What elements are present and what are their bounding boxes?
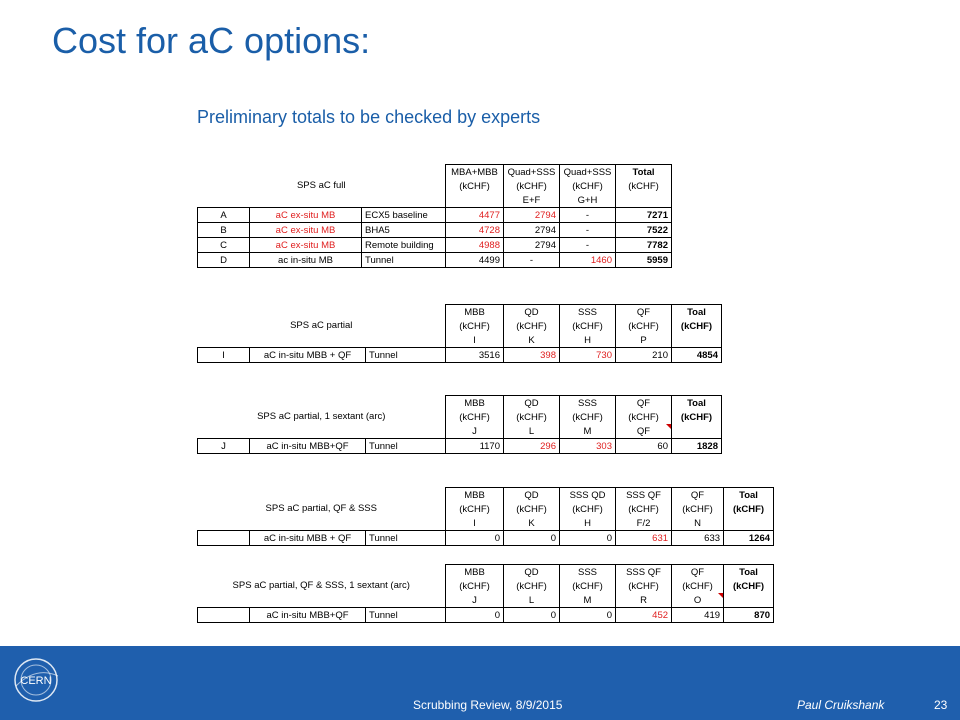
col-unit: (kCHF) [446, 410, 504, 424]
col-code: J [446, 593, 504, 608]
row-id: J [198, 439, 250, 454]
row-option: aC ex-situ MB [250, 208, 362, 223]
col-code [672, 424, 722, 439]
table-label: SPS aC partial, QF & SSS, 1 sextant (arc) [232, 580, 410, 592]
logo-text: CERN [20, 675, 52, 687]
table-sps-ac-full [197, 164, 672, 268]
col-unit: (kCHF) [446, 502, 504, 516]
row-location: Tunnel [362, 253, 446, 268]
row-location: Tunnel [366, 608, 446, 623]
col-unit: (kCHF) [504, 579, 560, 593]
col-code: L [504, 593, 560, 608]
table-row [198, 223, 672, 238]
row-location: Tunnel [366, 531, 446, 546]
col-code: L [504, 424, 560, 439]
col-unit: (kCHF) [504, 179, 560, 193]
col-code: N [672, 516, 724, 531]
table-row [198, 253, 672, 268]
cell-value: 398 [504, 348, 560, 363]
col-code [616, 193, 672, 208]
cell-total: 7782 [616, 238, 672, 253]
row-id [198, 608, 250, 623]
cell-value: 0 [504, 608, 560, 623]
col-code [724, 593, 774, 608]
col-header: Total [616, 165, 672, 180]
cell-value: 0 [560, 531, 616, 546]
row-id: A [198, 208, 250, 223]
row-option: aC ex-situ MB [250, 223, 362, 238]
cell-value: - [560, 238, 616, 253]
col-code: H [560, 516, 616, 531]
col-header: QD [504, 305, 560, 320]
row-option: aC ex-situ MB [250, 238, 362, 253]
col-header: Quad+SSS [560, 165, 616, 180]
col-code: F/2 [616, 516, 672, 531]
col-unit: (kCHF) [616, 502, 672, 516]
col-unit: (kCHF) [616, 410, 672, 424]
col-header: QD [504, 488, 560, 503]
col-unit: (kCHF) [560, 502, 616, 516]
col-header: Toal [724, 488, 774, 503]
col-code: M [560, 424, 616, 439]
col-unit: (kCHF) [724, 579, 774, 593]
col-unit: (kCHF) [672, 502, 724, 516]
footer-bar [0, 646, 960, 720]
col-code: M [560, 593, 616, 608]
cell-value: 0 [446, 608, 504, 623]
col-header: SSS [560, 305, 616, 320]
table-label: SPS aC full [296, 180, 346, 192]
col-code: I [446, 333, 504, 348]
col-header: SSS QF [616, 565, 672, 580]
cell-value: - [560, 223, 616, 238]
col-unit: (kCHF) [616, 579, 672, 593]
table-sps-ac-partial-qf-sss [197, 487, 774, 546]
col-unit: (kCHF) [560, 410, 616, 424]
cell-value: 4499 [446, 253, 504, 268]
cell-value: - [504, 253, 560, 268]
row-location: Tunnel [366, 348, 446, 363]
col-unit: (kCHF) [446, 319, 504, 333]
cell-value: 631 [616, 531, 672, 546]
row-id [198, 531, 250, 546]
col-header: Quad+SSS [504, 165, 560, 180]
cell-value: 60 [616, 439, 672, 454]
row-location: ECX5 baseline [362, 208, 446, 223]
cell-value: 3516 [446, 348, 504, 363]
col-code: O [672, 593, 724, 608]
col-header: MBB [446, 565, 504, 580]
col-code: E+F [504, 193, 560, 208]
table-row [198, 531, 774, 546]
col-unit: (kCHF) [504, 410, 560, 424]
col-header: SSS [560, 565, 616, 580]
cern-logo-icon [12, 656, 60, 704]
col-header: QF [616, 305, 672, 320]
col-code [724, 516, 774, 531]
col-header: SSS [560, 396, 616, 411]
row-id: D [198, 253, 250, 268]
col-header: MBA+MBB [446, 165, 504, 180]
col-unit: (kCHF) [446, 579, 504, 593]
table-row [198, 439, 722, 454]
row-option: ac in-situ MB [250, 253, 362, 268]
cell-value: 0 [504, 531, 560, 546]
col-code: R [616, 593, 672, 608]
cell-value: 210 [616, 348, 672, 363]
table-row [198, 608, 774, 623]
col-code [672, 333, 722, 348]
col-unit: (kCHF) [616, 179, 672, 193]
col-code: QF [616, 424, 672, 439]
col-header: QF [616, 396, 672, 411]
table-sps-ac-partial [197, 304, 722, 363]
row-id: C [198, 238, 250, 253]
col-code: K [504, 516, 560, 531]
footer-author: Paul Cruikshank [797, 698, 885, 712]
col-header: MBB [446, 305, 504, 320]
cell-value: 1460 [560, 253, 616, 268]
row-option: aC in-situ MBB+QF [250, 439, 366, 454]
cell-value: 0 [560, 608, 616, 623]
col-unit: (kCHF) [560, 319, 616, 333]
cell-total: 7271 [616, 208, 672, 223]
col-header: MBB [446, 396, 504, 411]
cell-value: 0 [446, 531, 504, 546]
row-location: BHA5 [362, 223, 446, 238]
col-unit: (kCHF) [504, 502, 560, 516]
cell-total: 7522 [616, 223, 672, 238]
col-header: Toal [672, 396, 722, 411]
col-unit: (kCHF) [616, 319, 672, 333]
col-header: QF [672, 565, 724, 580]
cell-value: 4728 [446, 223, 504, 238]
row-option: aC in-situ MBB + QF [250, 348, 366, 363]
cell-total: 1264 [724, 531, 774, 546]
col-unit: (kCHF) [672, 410, 722, 424]
col-header: Toal [672, 305, 722, 320]
col-unit: (kCHF) [672, 579, 724, 593]
cell-value: 419 [672, 608, 724, 623]
col-header: SSS QD [560, 488, 616, 503]
cell-total: 870 [724, 608, 774, 623]
page-number: 23 [934, 698, 948, 712]
cell-value: - [560, 208, 616, 223]
row-id: B [198, 223, 250, 238]
col-header: Toal [724, 565, 774, 580]
col-code [446, 193, 504, 208]
cell-total: 4854 [672, 348, 722, 363]
cell-total: 1828 [672, 439, 722, 454]
row-option: aC in-situ MBB+QF [250, 608, 366, 623]
col-header: MBB [446, 488, 504, 503]
col-header: QD [504, 396, 560, 411]
table-row [198, 348, 722, 363]
col-header: SSS QF [616, 488, 672, 503]
cell-value: 2794 [504, 223, 560, 238]
cell-value: 2794 [504, 238, 560, 253]
row-id: I [198, 348, 250, 363]
cell-value: 4477 [446, 208, 504, 223]
cell-value: 303 [560, 439, 616, 454]
cell-value: 730 [560, 348, 616, 363]
col-code: P [616, 333, 672, 348]
table-label: SPS aC partial, QF & SSS [265, 503, 377, 515]
col-unit: (kCHF) [504, 319, 560, 333]
col-code: I [446, 516, 504, 531]
table-row [198, 238, 672, 253]
row-location: Remote building [362, 238, 446, 253]
cell-value: 633 [672, 531, 724, 546]
table-sps-ac-partial-qf-sss-sextant [197, 564, 774, 623]
col-code: H [560, 333, 616, 348]
cell-value: 452 [616, 608, 672, 623]
col-unit: (kCHF) [724, 502, 774, 516]
col-unit: (kCHF) [446, 179, 504, 193]
table-row [198, 208, 672, 223]
col-header: QF [672, 488, 724, 503]
cell-value: 2794 [504, 208, 560, 223]
table-label: SPS aC partial [290, 320, 353, 332]
col-code: K [504, 333, 560, 348]
col-unit: (kCHF) [672, 319, 722, 333]
col-unit: (kCHF) [560, 179, 616, 193]
cell-value: 1170 [446, 439, 504, 454]
slide-title: Cost for aC options: [52, 20, 371, 61]
cell-value: 296 [504, 439, 560, 454]
col-code: G+H [560, 193, 616, 208]
footer-event: Scrubbing Review, 8/9/2015 [413, 698, 563, 712]
col-unit: (kCHF) [560, 579, 616, 593]
cell-total: 5959 [616, 253, 672, 268]
table-label: SPS aC partial, 1 sextant (arc) [257, 411, 386, 423]
row-option: aC in-situ MBB + QF [250, 531, 366, 546]
row-location: Tunnel [366, 439, 446, 454]
table-sps-ac-partial-sextant [197, 395, 722, 454]
slide-subtitle: Preliminary totals to be checked by experts [197, 107, 541, 127]
cell-value: 4988 [446, 238, 504, 253]
col-header: QD [504, 565, 560, 580]
col-code: J [446, 424, 504, 439]
